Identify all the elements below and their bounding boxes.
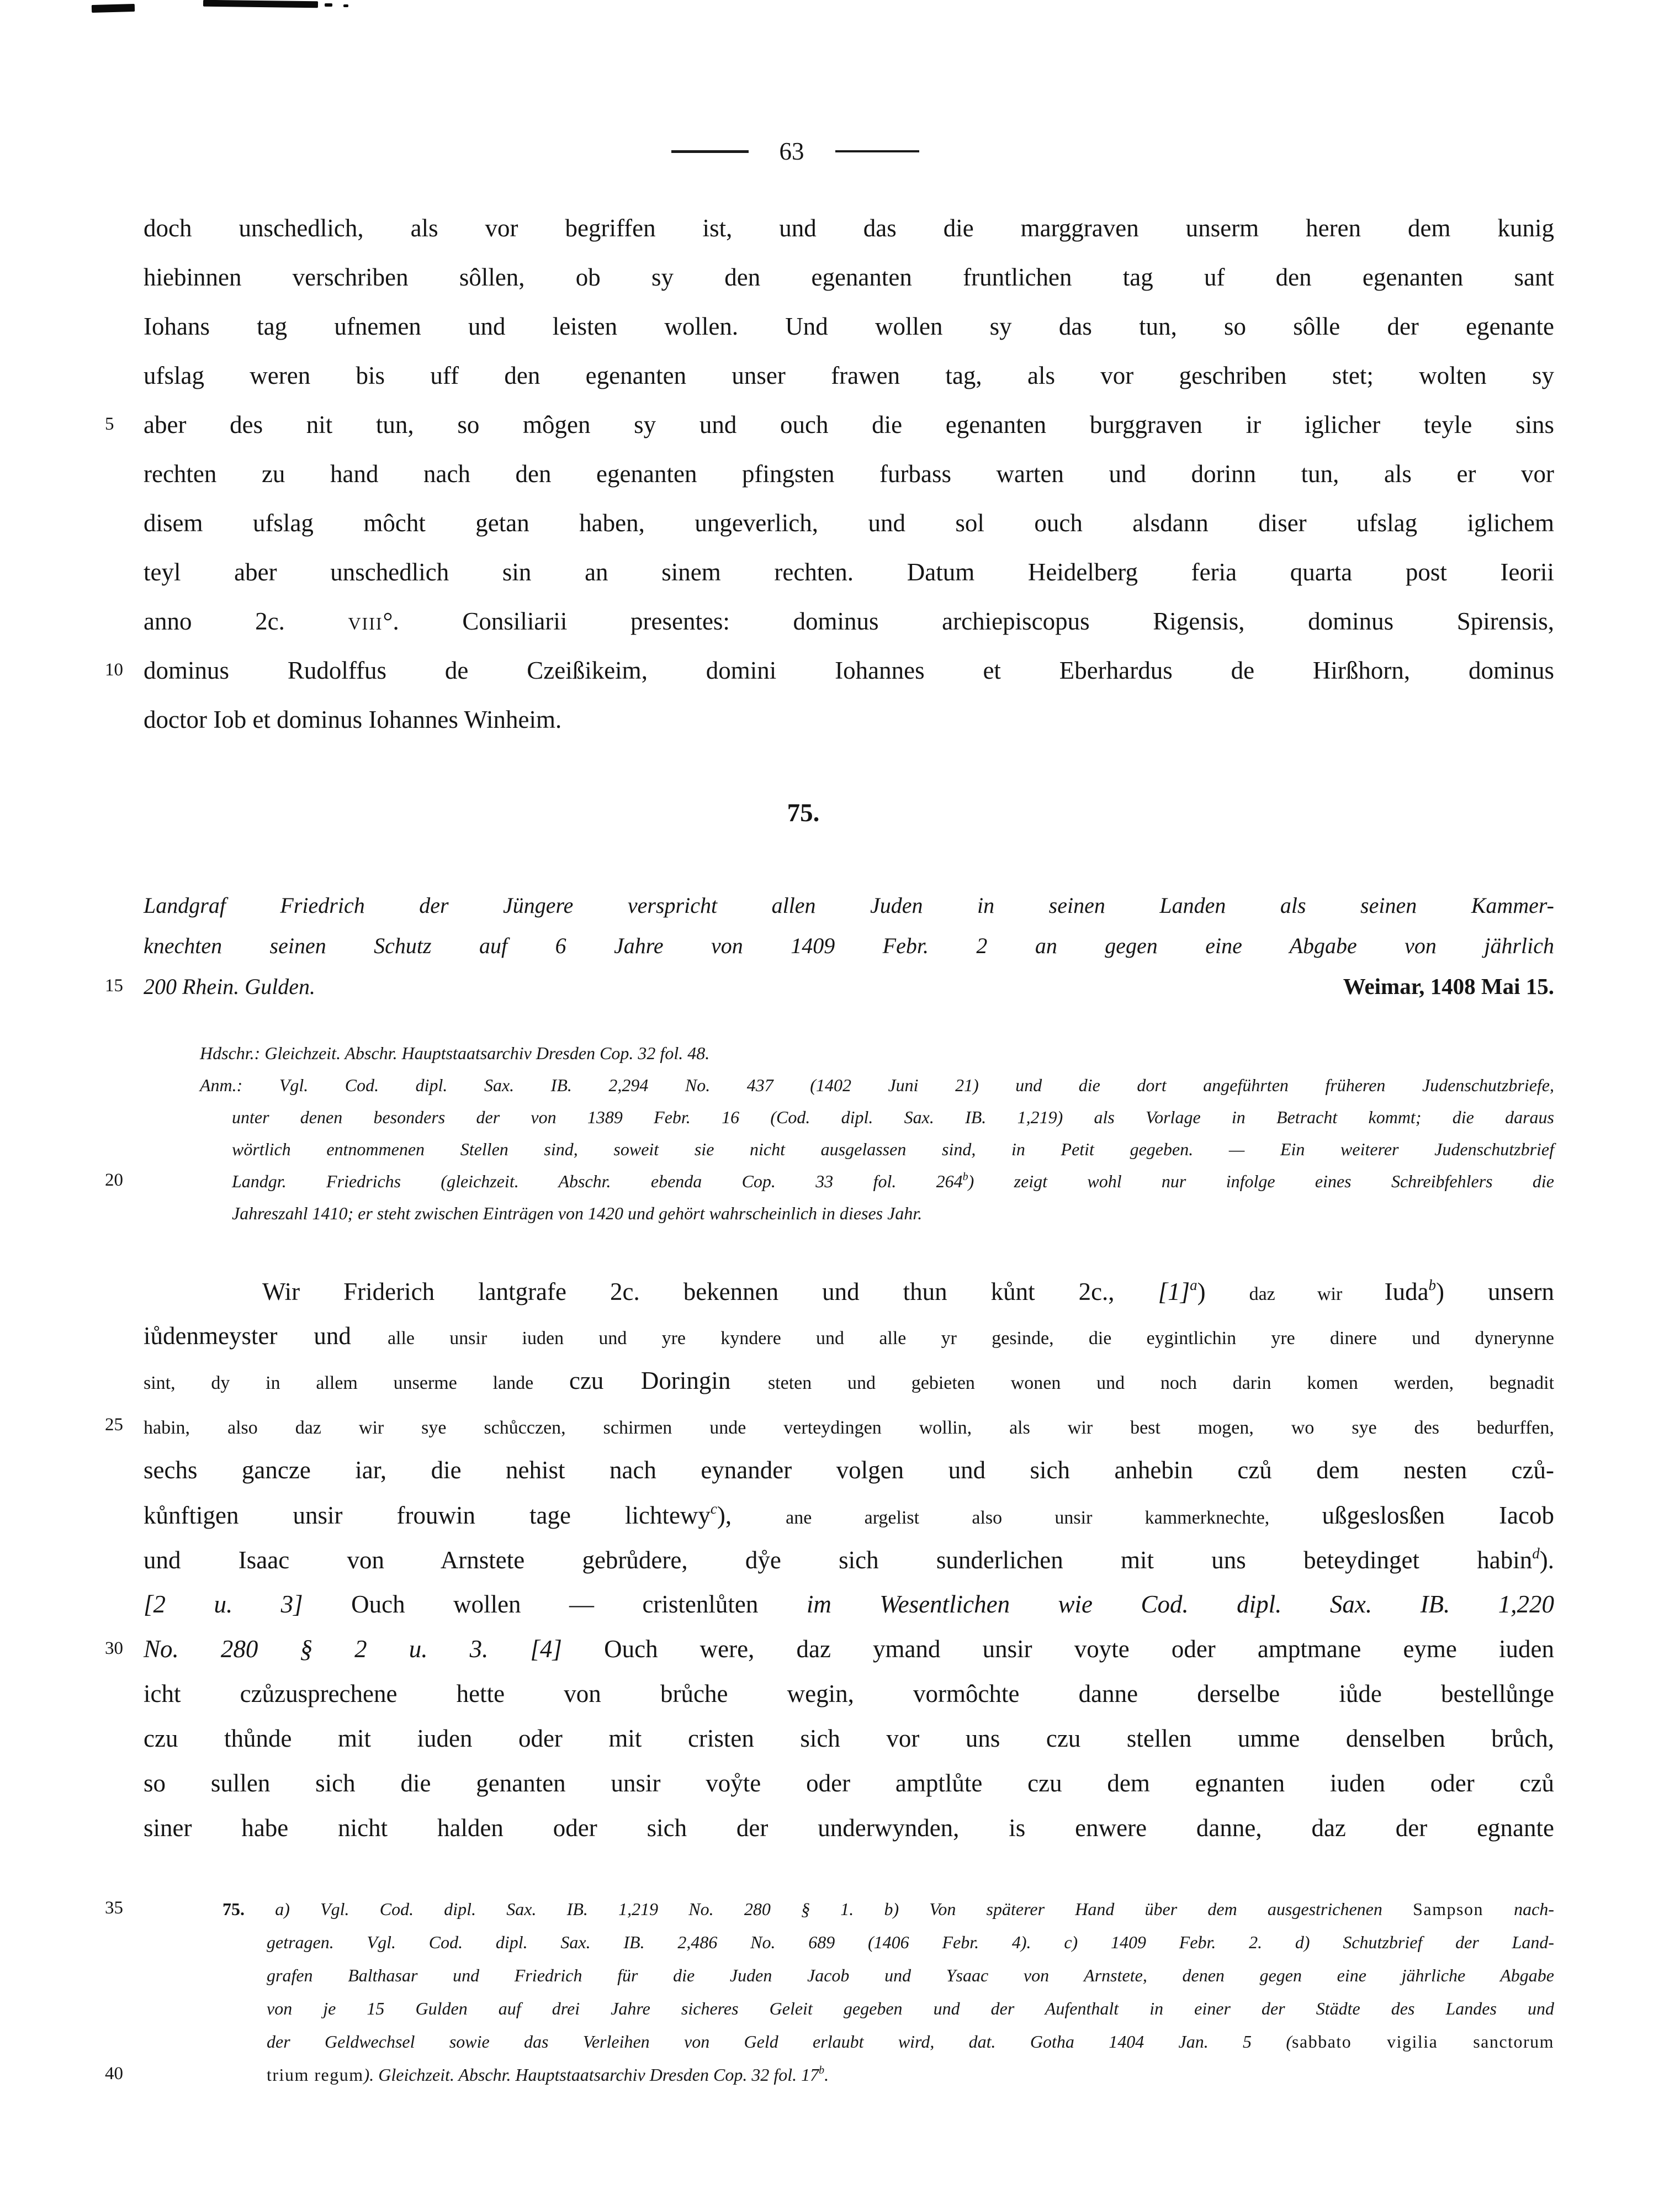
line-number: 40 bbox=[105, 2064, 123, 2084]
line-number: 35 bbox=[105, 1898, 123, 1918]
text-line bbox=[267, 1963, 1554, 1988]
page-number: 63 bbox=[779, 138, 804, 165]
text-segment: Landgr. Friedrichs (gleichzeit. Abschr. ebenda Cop. 33 fol. 264 bbox=[232, 1171, 963, 1191]
text-segment: doctor Iob et dominus Iohannes Winheim. bbox=[144, 706, 562, 733]
text-segment: Jahreszahl 1410; er steht zwischen Einträgen von 1420 und gehört wahrscheinlich in dieses Jahr. bbox=[232, 1203, 923, 1223]
text-line bbox=[262, 1276, 1554, 1308]
text-segment: Landgraf Friedrich der Jüngere verspricht allen Juden in seinen Landen als seinen Kammer- bbox=[144, 893, 1554, 918]
text-segment: ). bbox=[1539, 1546, 1554, 1574]
text-segment: ). Gleichzeit. Abschr. Hauptstaatsarchiv Dresden Cop. 32 fol. 17 bbox=[363, 2065, 819, 2085]
text-line bbox=[144, 360, 1554, 392]
text-segment: Sampson bbox=[1413, 1899, 1483, 1919]
text-segment: 75. bbox=[222, 1899, 275, 1919]
text-line bbox=[232, 1137, 1554, 1162]
text-segment: so sullen sich die genanten unsir voẙte oder amptlůte czu dem egnanten iuden oder czů bbox=[144, 1769, 1554, 1797]
text-segment: Ouch wollen — cristenlůten bbox=[303, 1590, 807, 1618]
text-line bbox=[144, 1365, 1554, 1397]
text-line bbox=[200, 1041, 1554, 1066]
text-line bbox=[200, 1073, 1554, 1098]
text-segment: hiebinnen verschriben sôllen, ob sy den egenanten fruntlichen tag uf den egenanten sant bbox=[144, 263, 1554, 291]
text-line bbox=[144, 1589, 1554, 1620]
text-line bbox=[144, 458, 1554, 490]
text-segment: czu thůnde mit iuden oder mit cristen sich vor uns czu stellen umme denselben brůch, bbox=[144, 1725, 1554, 1752]
text-line bbox=[144, 1320, 1554, 1352]
text-segment: . bbox=[824, 2065, 829, 2085]
text-segment: getragen. Vgl. Cod. dipl. Sax. IB. 2,486 No. 689 (1406 Febr. 4). c) 1409 Febr. 2. d) Schutzbrief der Land- bbox=[267, 1932, 1554, 1952]
text-segment: d bbox=[1532, 1545, 1540, 1562]
text-segment: habin, also daz wir sye schůcczen, schirmen unde verteydingen wollin, als wir best mogen, wo sye des bedurffen, bbox=[144, 1418, 1554, 1438]
text-segment: kůnftigen unsir frouwin tage lichtewy bbox=[144, 1501, 711, 1529]
text-line bbox=[232, 1201, 1554, 1226]
text-segment: Wir Friderich lantgrafe 2c. bekennen und thun kůnt 2c., bbox=[262, 1278, 1158, 1305]
page-header bbox=[618, 137, 972, 166]
text-segment: ane argelist also unsir kammerknechte, bbox=[786, 1508, 1322, 1528]
text-line bbox=[267, 1996, 1554, 2021]
line-number: 15 bbox=[105, 976, 123, 996]
text-segment: czu Doringin bbox=[569, 1367, 768, 1394]
header-rule-right bbox=[835, 150, 919, 152]
text-segment: ußgeslosßen Iacob bbox=[1322, 1501, 1554, 1529]
text-line bbox=[144, 557, 1554, 588]
text-segment: sechs gancze iar, die nehist nach eynander volgen und sich anhebin czů dem nesten czů- bbox=[144, 1456, 1554, 1484]
text-segment: ) unsern bbox=[1436, 1278, 1554, 1305]
text-segment: anno 2c. bbox=[144, 607, 348, 635]
text-segment: Anm.: Vgl. Cod. dipl. Sax. IB. 2,294 No. 437 (1402 Juni 21) und die dort angeführten früheren Judenschutzbriefe, bbox=[200, 1075, 1554, 1095]
text-segment: alle unsir iuden und yre kyndere und alle yr gesinde, die eygintlichin yre dinere und dynerynne bbox=[387, 1328, 1554, 1349]
text-segment: und Isaac von Arnstete gebrůdere, dẙe sich sunderlichen mit uns beteydinget habin bbox=[144, 1546, 1533, 1574]
text-line bbox=[144, 507, 1554, 539]
text-segment: a bbox=[1190, 1277, 1197, 1293]
text-line bbox=[144, 892, 1554, 919]
text-segment: °. Consiliarii presentes: dominus archiepiscopus Rigensis, dominus Spirensis, bbox=[383, 607, 1554, 635]
text-segment: icht czůzusprechene hette von brůche wegin, vormôchte danne derselbe iůde bestellůnge bbox=[144, 1680, 1554, 1707]
text-line bbox=[232, 1169, 1554, 1194]
text-line bbox=[144, 1723, 1554, 1754]
text-segment: daz wir bbox=[1249, 1284, 1385, 1304]
text-segment: im Wesentlichen wie Cod. dipl. Sax. IB. 1,220 bbox=[806, 1590, 1554, 1618]
text-segment: Hdschr.: Gleichzeit. Abschr. Hauptstaatsarchiv Dresden Cop. 32 fol. 48. bbox=[200, 1043, 710, 1063]
text-segment: Iohans tag ufnemen und leisten wollen. Und wollen sy das tun, so sôlle der egenante bbox=[144, 313, 1554, 340]
text-line bbox=[222, 1897, 1554, 1922]
text-segment: rechten zu hand nach den egenanten pfingsten furbass warten und dorinn tun, als er vor bbox=[144, 460, 1554, 488]
text-segment: Ouch were, daz ymand unsir voyte oder amptmane eyme iuden bbox=[561, 1635, 1554, 1663]
text-line bbox=[144, 1633, 1554, 1665]
scan-artifact bbox=[203, 0, 318, 8]
text-segment: ufslag weren bis uff den egenanten unser frawen tag, als vor geschriben stet; wolten sy bbox=[144, 362, 1554, 389]
text-line bbox=[267, 1930, 1554, 1955]
text-segment: siner habe nicht halden oder sich der underwynden, is enwere danne, daz der egnante bbox=[144, 1814, 1554, 1842]
text-segment: nach- bbox=[1483, 1899, 1555, 1919]
line-number: 5 bbox=[105, 414, 114, 434]
text-segment: knechten seinen Schutz auf 6 Jahre von 1409 Febr. 2 an gegen eine Abgabe von jährlich bbox=[144, 933, 1554, 958]
text-segment: ) bbox=[1197, 1278, 1249, 1305]
text-line bbox=[267, 2063, 1554, 2087]
text-segment: [1] bbox=[1158, 1278, 1190, 1305]
text-segment: ) zeigt wohl nur infolge eines Schreibfehlers die bbox=[968, 1171, 1555, 1191]
text-line bbox=[144, 704, 1554, 736]
text-segment: b bbox=[819, 2064, 825, 2076]
text-line bbox=[144, 1768, 1554, 1799]
text-line bbox=[144, 606, 1554, 637]
scan-artifact bbox=[92, 4, 135, 13]
text-line bbox=[144, 1410, 1554, 1441]
text-line bbox=[144, 1455, 1554, 1486]
entry-number-heading: 75. bbox=[787, 799, 820, 827]
scan-artifact bbox=[343, 4, 348, 7]
text-segment-group bbox=[144, 973, 315, 1001]
text-segment: iůdenmeyster und bbox=[144, 1322, 388, 1350]
text-segment: aber des nit tun, so môgen sy und ouch die egenanten burggraven ir iglicher teyle sins bbox=[144, 411, 1554, 438]
text-segment: disem ufslag môcht getan haben, ungeverlich, und sol ouch alsdann diser ufslag iglichem bbox=[144, 509, 1554, 537]
text-line bbox=[232, 1105, 1554, 1130]
text-segment: 200 Rhein. Gulden. bbox=[144, 974, 316, 999]
text-segment: steten und gebieten wonen und noch darin komen werden, begnadit bbox=[767, 1373, 1555, 1393]
text-line bbox=[144, 262, 1554, 293]
text-segment: sint, dy in allem unserme lande bbox=[144, 1373, 569, 1393]
text-segment: No. 280 § 2 u. 3. [4] bbox=[144, 1635, 562, 1663]
text-line bbox=[144, 311, 1554, 342]
text-segment: von je 15 Gulden auf drei Jahre sicheres Geleit gegeben und der Aufenthalt in einer der Städte des Landes und bbox=[267, 1998, 1554, 2018]
text-segment-group bbox=[1343, 972, 1554, 1001]
text-segment: dominus Rudolffus de Czeißikeim, domini Iohannes et Eberhardus de Hirßhorn, dominus bbox=[144, 657, 1554, 684]
text-line bbox=[144, 1544, 1554, 1576]
line-number: 30 bbox=[105, 1638, 123, 1658]
text-segment: c bbox=[710, 1500, 717, 1517]
text-line bbox=[144, 213, 1554, 244]
text-segment: grafen Balthasar und Friedrich für die Juden Jacob und Ysaac von Arnstete, denen gegen eine jährliche Abgabe bbox=[267, 1965, 1554, 1985]
line-number: 10 bbox=[105, 660, 123, 680]
text-line bbox=[144, 1812, 1554, 1844]
text-segment: b bbox=[962, 1171, 968, 1183]
text-line bbox=[267, 2029, 1554, 2054]
text-segment: b bbox=[1428, 1277, 1437, 1293]
header-rule-left bbox=[671, 150, 749, 153]
text-line bbox=[144, 655, 1554, 686]
text-segment: Weimar, 1408 Mai 15. bbox=[1343, 974, 1554, 999]
text-segment: teyl aber unschedlich sin an sinem rechten. Datum Heidelberg feria quarta post Ieorii bbox=[144, 558, 1554, 586]
text-line bbox=[144, 972, 1554, 1001]
text-segment: Iuda bbox=[1384, 1278, 1429, 1305]
text-line bbox=[144, 1499, 1554, 1531]
text-segment: ), bbox=[717, 1501, 786, 1529]
text-segment: viii bbox=[348, 607, 383, 635]
text-segment: sabbato vigilia sanctorum bbox=[1292, 2032, 1554, 2051]
text-segment: a) Vgl. Cod. dipl. Sax. IB. 1,219 No. 280 § 1. b) Von späterer Hand über dem ausgestrichenen bbox=[275, 1899, 1413, 1919]
line-number: 20 bbox=[105, 1170, 123, 1190]
text-segment: der Geldwechsel sowie das Verleihen von Geld erlaubt wird, dat. Gotha 1404 Jan. 5 ( bbox=[267, 2032, 1292, 2051]
text-segment: unter denen besonders der von 1389 Febr. 16 (Cod. dipl. Sax. IB. 1,219) als Vorlage in Betracht kommt; die daraus bbox=[232, 1107, 1554, 1127]
text-line bbox=[144, 409, 1554, 441]
text-segment: wörtlich entnommenen Stellen sind, soweit sie nicht ausgelassen sind, in Petit gegeben. — Ein weiterer Judenschutzbrief bbox=[232, 1139, 1554, 1159]
text-line bbox=[144, 1678, 1554, 1710]
text-segment: [2 u. 3] bbox=[144, 1590, 303, 1618]
text-segment: trium regum bbox=[267, 2065, 364, 2085]
line-number: 25 bbox=[105, 1415, 123, 1435]
text-line bbox=[144, 932, 1554, 960]
text-segment: doch unschedlich, als vor begriffen ist, und das die marggraven unserm heren dem kunig bbox=[144, 214, 1554, 242]
scan-artifact bbox=[325, 3, 332, 7]
